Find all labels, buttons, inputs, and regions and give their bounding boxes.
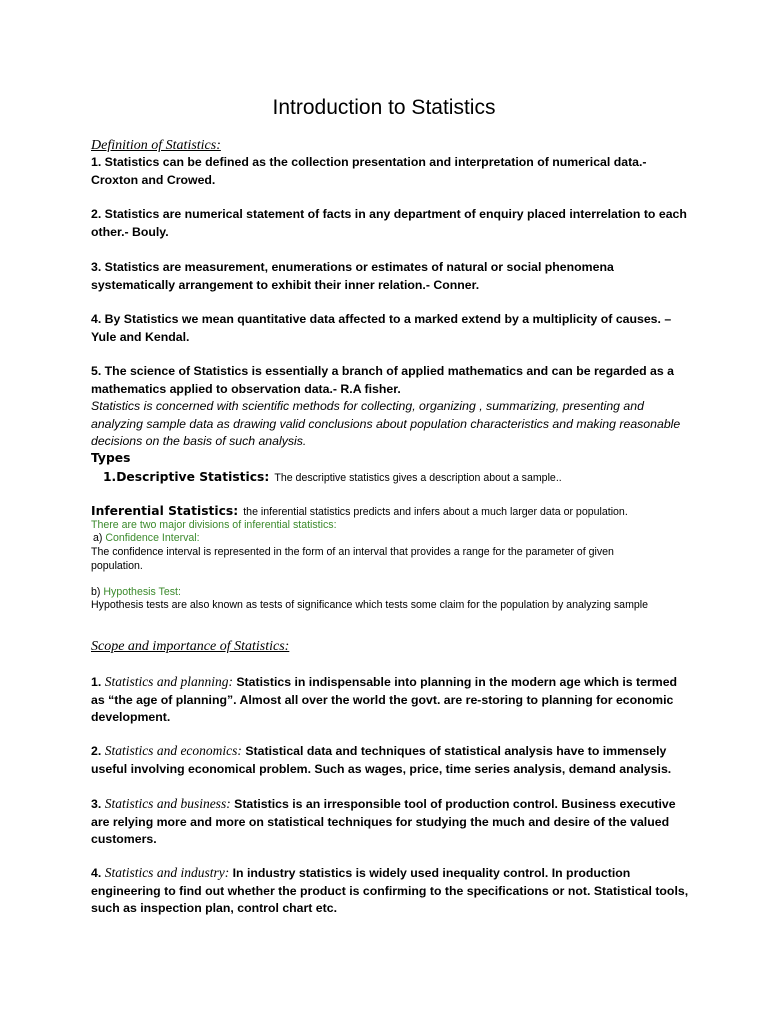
ci-label: Confidence Interval: (105, 532, 200, 544)
scope-heading: Scope and importance of Statistics: (91, 639, 290, 654)
scope-item-text: Statistics in indispensable into planning in the modern age which is termed as “the age of planning”. Almost all over the world the govt. are re-storing to planning for economic development. (91, 675, 678, 724)
scope-item-number: 3. (91, 797, 102, 811)
scope-item-subheading: Statistics and economics: (104, 743, 242, 758)
definition-item-4: 4. By Statistics we mean quantitative data affected to a marked extend by a multiplicity of causes. – Yule and Kendal. (91, 312, 672, 344)
definition-item-1: 1. Statistics can be defined as the collection presentation and interpretation of numerical data.- Croxton and Crowed. (91, 155, 647, 187)
hypothesis-test-heading (91, 585, 691, 599)
hypothesis-test-text: Hypothesis tests are also known as tests of significance which tests some claim for the population by analyzing sample (91, 599, 649, 611)
definition-heading: Definition of Statistics: (91, 138, 221, 153)
descriptive-text: The descriptive statistics gives a description about a sample.. (274, 472, 562, 484)
statistics-summary: Statistics is concerned with scientific methods for collecting, organizing , summarizing, presenting and analyzing sample data as drawing valid conclusions about population characteristics and making reasonable decisions on the basis of such analysis. (91, 399, 681, 448)
descriptive-statistics (91, 467, 691, 486)
definition-item-2: 2. Statistics are numerical statement of facts in any department of enquiry placed interrelation to each other.- Bouly. (91, 207, 687, 239)
descriptive-label: 1.Descriptive Statistics: (103, 470, 270, 484)
scope-item-number: 2. (91, 744, 102, 758)
ci-prefix: a) (93, 532, 103, 544)
scope-item-2 (91, 742, 691, 778)
definition-item-5: 5. The science of Statistics is essentially a branch of applied mathematics and can be regarded as a mathematics applied to observation data.- R.A fisher. (91, 364, 674, 396)
scope-item-1 (91, 673, 691, 727)
scope-item-number: 1. (91, 675, 102, 689)
confidence-interval-text: The confidence interval is represented in the form of an interval that provides a range for the parameter of given population. (91, 546, 614, 572)
scope-item-number: 4. (91, 866, 102, 880)
scope-item-text: In industry statistics is widely used inequality control. In production engineering to find out whether the product is confirming to the specifications or not. Statistical tools, such as inspection plan, control chart etc. (91, 866, 689, 915)
scope-item-text: Statistics is an irresponsible tool of production control. Business executive are relying more and more on statistical techniques for studying the much and desire of the valued customers. (91, 797, 676, 846)
divisions-note: There are two major divisions of inferential statistics: (91, 519, 337, 531)
inferential-statistics (91, 502, 691, 519)
inferential-label: Inferential Statistics: (91, 504, 239, 518)
ht-label: Hypothesis Test: (103, 586, 181, 598)
scope-item-3 (91, 795, 691, 849)
scope-item-subheading: Statistics and industry: (104, 865, 230, 880)
ht-prefix: b) (91, 586, 101, 598)
scope-item-subheading: Statistics and business: (104, 796, 231, 811)
scope-item-4 (91, 864, 691, 918)
scope-item-subheading: Statistics and planning: (104, 674, 233, 689)
inferential-text: the inferential statistics predicts and infers about a much larger data or population. (243, 506, 628, 518)
page-title: Introduction to Statistics (272, 96, 496, 119)
confidence-interval-heading (91, 531, 693, 545)
definition-item-3: 3. Statistics are measurement, enumerations or estimates of natural or social phenomena systematically arrangement to exhibit their inner relation.- Conner. (91, 260, 614, 292)
scope-item-text: Statistical data and techniques of statistical analysis have to immensely useful involving economical problem. Such as wages, price, time series analysis, demand analysis. (91, 744, 672, 776)
types-label: Types (91, 451, 131, 465)
